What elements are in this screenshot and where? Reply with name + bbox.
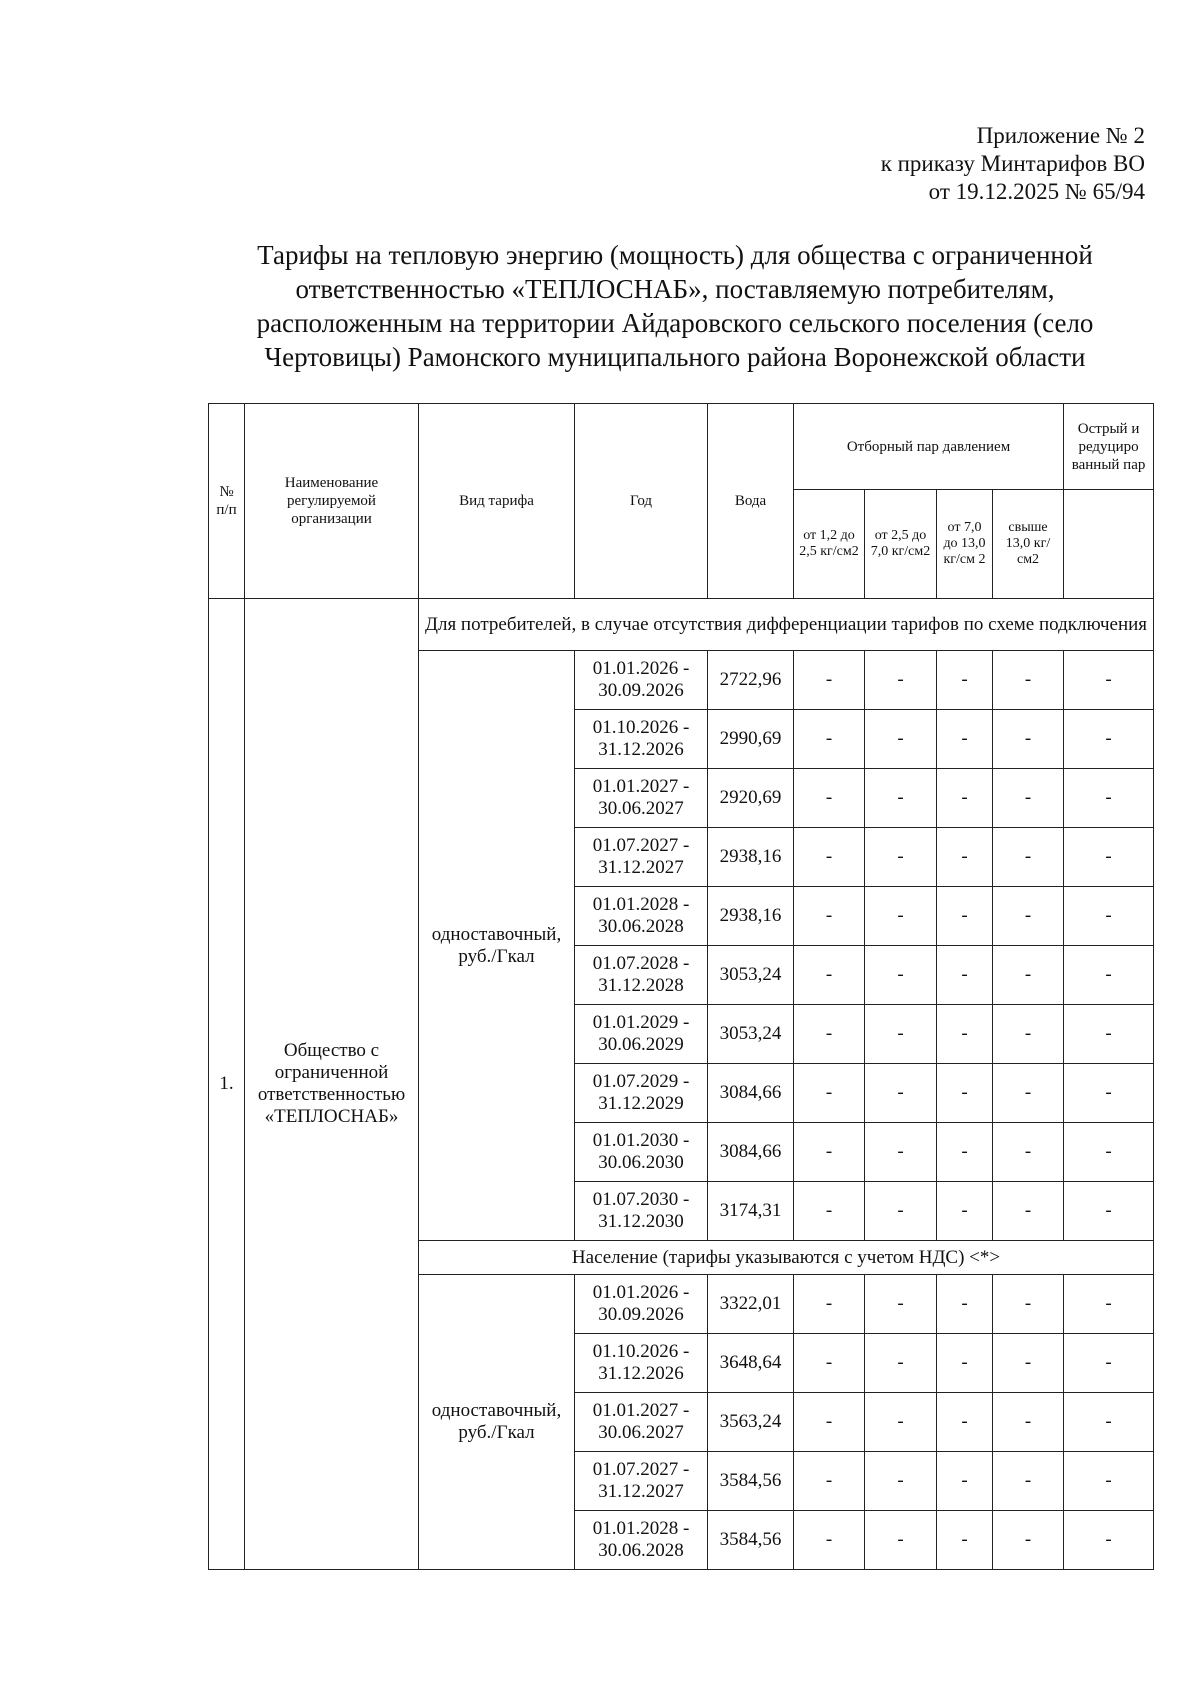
period-cell: 01.01.2026 - 30.09.2026 [575,651,708,710]
dash-cell: - [993,1334,1064,1393]
title-line: Чертовицы) Рамонского муниципального района Воронежской области [264,342,1086,372]
period-cell: 01.01.2026 - 30.09.2026 [575,1275,708,1334]
dash-cell: - [1064,946,1154,1005]
period-cell: 01.07.2027 - 31.12.2027 [575,1452,708,1511]
dash-cell: - [937,946,993,1005]
dash-cell: - [993,651,1064,710]
period-cell: 01.01.2029 - 30.06.2029 [575,1005,708,1064]
period-cell: 01.01.2027 - 30.06.2027 [575,1393,708,1452]
water-value: 3084,66 [708,1123,794,1182]
header-sharp-steam-sub [1064,490,1154,599]
dash-cell: - [1064,1182,1154,1241]
title-line: Тарифы на тепловую энергию (мощность) для общества с ограниченной [257,240,1093,270]
header-pressure-3: от 7,0 до 13,0 кг/см 2 [937,490,993,599]
dash-cell: - [865,710,937,769]
dash-cell: - [794,1005,865,1064]
dash-cell: - [1064,1064,1154,1123]
dash-cell: - [865,887,937,946]
dash-cell: - [794,1393,865,1452]
header-pressure-1: от 1,2 до 2,5 кг/см2 [794,490,865,599]
dash-cell: - [937,1511,993,1570]
dash-cell: - [865,1393,937,1452]
water-value: 3322,01 [708,1275,794,1334]
dash-cell: - [865,1452,937,1511]
header-steam-group: Отборный пар давлением [794,404,1064,490]
dash-cell: - [993,1393,1064,1452]
dash-cell: - [937,1064,993,1123]
dash-cell: - [937,769,993,828]
header-water: Вода [708,404,794,599]
dash-cell: - [865,1005,937,1064]
appendix-block [881,122,1145,206]
dash-cell: - [1064,1123,1154,1182]
dash-cell: - [794,769,865,828]
header-pressure-4: свыше 13,0 кг/см2 [993,490,1064,599]
title-line: расположенным на территории Айдаровского сельского поселения (село [256,308,1094,338]
dash-cell: - [937,1393,993,1452]
water-value: 2920,69 [708,769,794,828]
dash-cell: - [993,1182,1064,1241]
dash-cell: - [937,710,993,769]
dash-cell: - [794,946,865,1005]
water-value: 3053,24 [708,1005,794,1064]
header-pressure-2: от 2,5 до 7,0 кг/см2 [865,490,937,599]
dash-cell: - [993,887,1064,946]
dash-cell: - [794,828,865,887]
section-title: Население (тарифы указываются с учетом НДС) <*> [419,1241,1154,1275]
water-value: 2990,69 [708,710,794,769]
dash-cell: - [993,710,1064,769]
water-value: 3174,31 [708,1182,794,1241]
dash-cell: - [937,1182,993,1241]
dash-cell: - [993,1511,1064,1570]
dash-cell: - [1064,887,1154,946]
period-cell: 01.01.2028 - 30.06.2028 [575,887,708,946]
dash-cell: - [794,1511,865,1570]
dash-cell: - [1064,1005,1154,1064]
dash-cell: - [794,1064,865,1123]
dash-cell: - [794,1452,865,1511]
dash-cell: - [1064,828,1154,887]
appendix-number: Приложение № 2 [976,123,1145,148]
tariff-type: одноставочный, руб./Гкал [419,1275,575,1570]
tariff-table [208,403,1154,1570]
dash-cell: - [1064,1452,1154,1511]
dash-cell: - [937,828,993,887]
appendix-date: от 19.12.2025 № 65/94 [928,179,1145,204]
dash-cell: - [794,710,865,769]
dash-cell: - [937,887,993,946]
dash-cell: - [865,1275,937,1334]
dash-cell: - [937,651,993,710]
water-value: 3084,66 [708,1064,794,1123]
header-num: № п/п [209,404,245,599]
period-cell: 01.07.2028 - 31.12.2028 [575,946,708,1005]
dash-cell: - [794,887,865,946]
dash-cell: - [865,1334,937,1393]
title-line: ответственностью «ТЕПЛОСНАБ», поставляемую потребителям, [295,274,1055,304]
tariff-type: одноставочный, руб./Гкал [419,651,575,1241]
water-value: 3053,24 [708,946,794,1005]
dash-cell: - [794,1334,865,1393]
dash-cell: - [794,1275,865,1334]
dash-cell: - [993,1452,1064,1511]
period-cell: 01.01.2028 - 30.06.2028 [575,1511,708,1570]
dash-cell: - [865,769,937,828]
section-title: Для потребителей, в случае отсутствия дифференциации тарифов по схеме подключения [419,599,1154,651]
water-value: 3584,56 [708,1511,794,1570]
water-value: 2938,16 [708,887,794,946]
document-title [215,238,1135,374]
dash-cell: - [865,946,937,1005]
org-name: Общество с ограниченной ответственностью «ТЕПЛОСНАБ» [245,599,419,1570]
period-cell: 01.01.2030 - 30.06.2030 [575,1123,708,1182]
dash-cell: - [993,769,1064,828]
dash-cell: - [993,1123,1064,1182]
period-cell: 01.07.2029 - 31.12.2029 [575,1064,708,1123]
header-sharp-steam: Острый и редуциро ванный пар [1064,404,1154,490]
water-value: 2938,16 [708,828,794,887]
dash-cell: - [865,1123,937,1182]
dash-cell: - [993,828,1064,887]
dash-cell: - [993,946,1064,1005]
dash-cell: - [993,1064,1064,1123]
dash-cell: - [993,1005,1064,1064]
dash-cell: - [1064,1275,1154,1334]
row-number: 1. [209,599,245,1570]
water-value: 3648,64 [708,1334,794,1393]
dash-cell: - [794,651,865,710]
period-cell: 01.01.2027 - 30.06.2027 [575,769,708,828]
period-cell: 01.07.2030 - 31.12.2030 [575,1182,708,1241]
dash-cell: - [1064,1334,1154,1393]
dash-cell: - [865,651,937,710]
dash-cell: - [993,1275,1064,1334]
water-value: 3584,56 [708,1452,794,1511]
header-org: Наименование регулируемой организации [245,404,419,599]
dash-cell: - [937,1123,993,1182]
dash-cell: - [1064,651,1154,710]
dash-cell: - [794,1123,865,1182]
dash-cell: - [1064,710,1154,769]
header-year: Год [575,404,708,599]
dash-cell: - [865,1064,937,1123]
dash-cell: - [794,1182,865,1241]
period-cell: 01.07.2027 - 31.12.2027 [575,828,708,887]
dash-cell: - [937,1452,993,1511]
header-tariff-type: Вид тарифа [419,404,575,599]
period-cell: 01.10.2026 - 31.12.2026 [575,710,708,769]
dash-cell: - [1064,769,1154,828]
period-cell: 01.10.2026 - 31.12.2026 [575,1334,708,1393]
dash-cell: - [865,1511,937,1570]
dash-cell: - [937,1005,993,1064]
dash-cell: - [937,1334,993,1393]
dash-cell: - [1064,1511,1154,1570]
water-value: 3563,24 [708,1393,794,1452]
dash-cell: - [937,1275,993,1334]
appendix-order: к приказу Минтарифов ВО [880,151,1145,176]
dash-cell: - [865,828,937,887]
dash-cell: - [865,1182,937,1241]
dash-cell: - [1064,1393,1154,1452]
water-value: 2722,96 [708,651,794,710]
